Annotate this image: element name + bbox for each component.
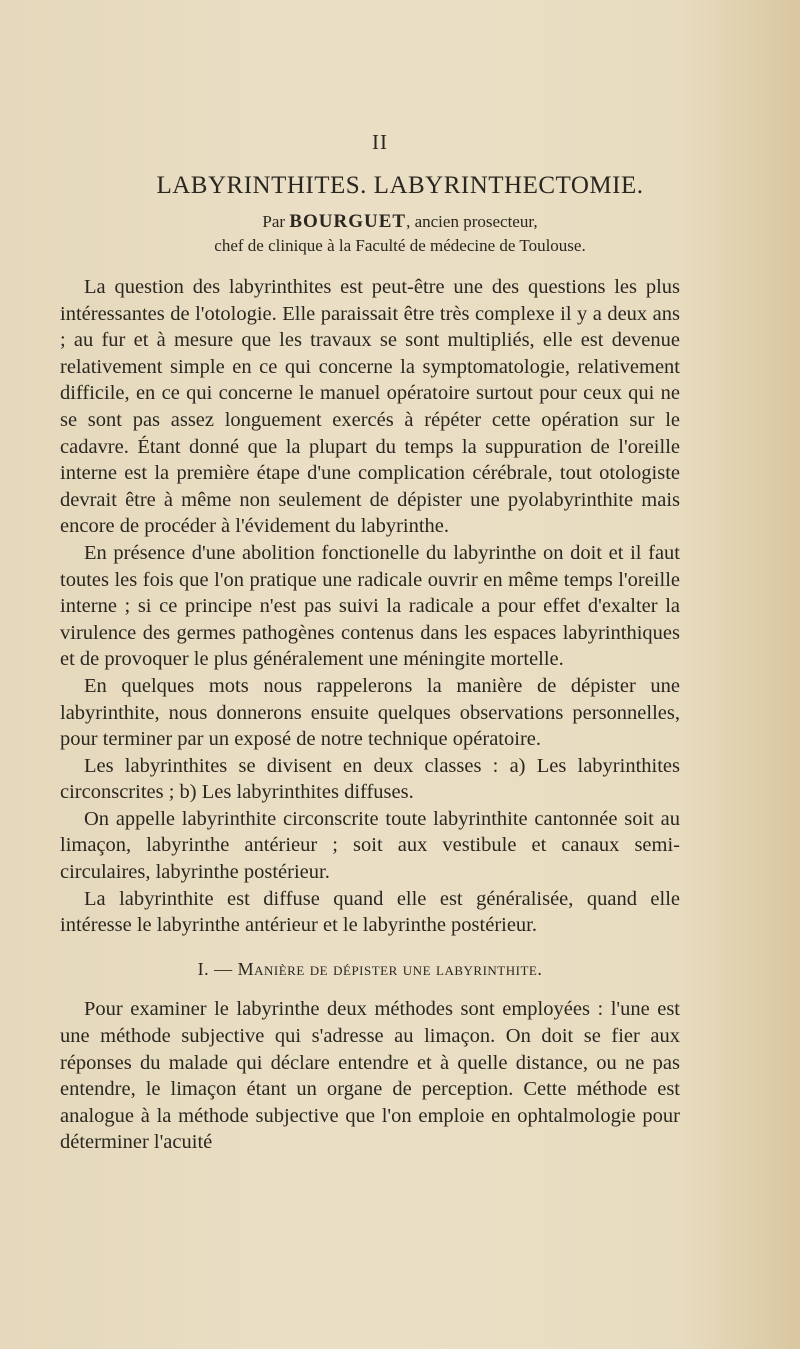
paragraph: Pour examiner le labyrinthe deux méthodes sont employées : l'une est une méthode subjective qui s'adresse au limaçon. On doit se fier aux réponses du malade qui déclare entendre et à quelle distance, ou ne pas entendre, le limaçon étant un organe de perception. Cette méthode est analogue à la méthode subjective que l'on emploie en ophtalmologie pour déterminer l'acuité <box>60 998 680 1154</box>
author-line <box>60 210 740 234</box>
author-role: , ancien prosecteur, <box>406 212 538 231</box>
byline-prefix: Par <box>262 212 286 231</box>
paragraph: La labyrinthite est diffuse quand elle est généralisée, quand elle intéresse le labyrinthe antérieur et le labyrinthe postérieur. <box>60 887 680 937</box>
byline <box>60 210 740 258</box>
author-affiliation: chef de clinique à la Faculté de médecine de Toulouse. <box>214 236 586 255</box>
article-title: LABYRINTHITES. LABYRINTHECTOMIE. <box>156 172 644 199</box>
paragraph: En quelques mots nous rappelerons la manière de dépister une labyrinthite, nous donnerons ensuite quelques observations personnelles, pour terminer par un exposé de notre technique opératoire. <box>60 674 680 751</box>
page-number: II <box>372 130 388 154</box>
article-body <box>60 274 680 1156</box>
paragraph: La question des labyrinthites est peut-être une des questions les plus intéressantes de l'otologie. Elle paraissait être très complexe il y a deux ans ; au fur et à mesure que les travaux se sont multipliés, elle est devenue relativement simple en ce qui concerne la symptomatologie, relativement difficile, en ce qui concerne le manuel opératoire surtout pour ceux qui ne se sont pas assez longuement exercés à répéter cette opération sur le cadavre. Étant donné que la plupart du temps la suppuration de l'oreille interne est la première étape d'une complication cérébrale, tout otologiste devrait être à même non seulement de dépister une pyolabyrinthite mais encore de procéder à l'évidement du labyrinthe. <box>60 276 680 538</box>
paragraph: On appelle labyrinthite circonscrite toute labyrinthite cantonnée soit au limaçon, labyrinthe antérieur ; soit aux vestibule et canaux semi-circulaires, labyrinthe postérieur. <box>60 807 680 884</box>
paragraph: Les labyrinthites se divisent en deux classes : a) Les labyrinthites circonscrites ; b) Les labyrinthites diffuses. <box>60 754 680 804</box>
author-name: BOURGUET <box>289 211 407 232</box>
paragraph: En présence d'une abolition fonctionelle du labyrinthe on doit et il faut toutes les fois que l'on pratique une radicale ouvrir en même temps l'oreille interne ; si ce principe n'est pas suivi la radicale a pour effet d'exalter la virulence des germes pathogènes contenus dans les espaces labyrinthiques et de provoquer le plus généralement une méningite mortelle. <box>60 541 680 671</box>
section-heading: I. — Manière de dépister une labyrinthite. <box>197 958 543 979</box>
